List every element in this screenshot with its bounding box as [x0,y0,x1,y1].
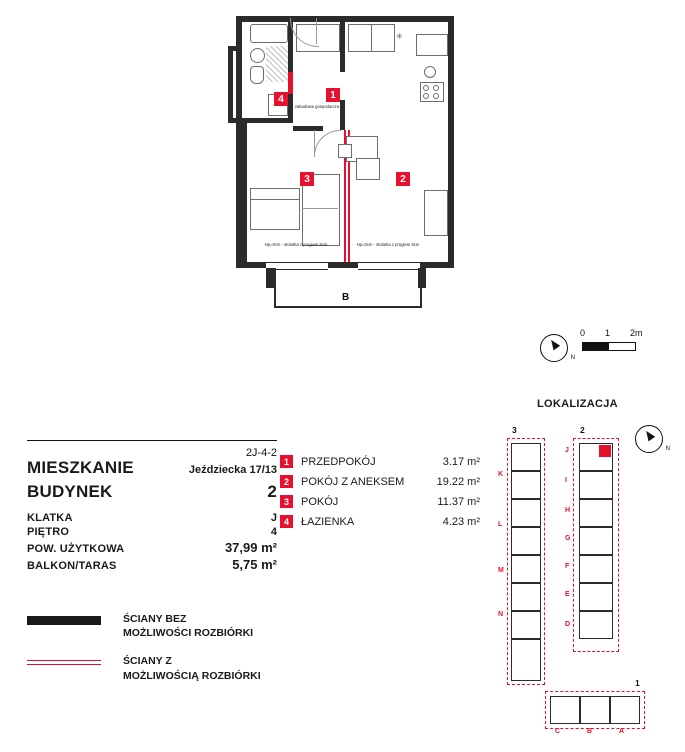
stair-label-m: M [498,567,504,574]
burner-4 [433,93,439,99]
unit-b [580,696,610,724]
info-row-label: KLATKA [27,512,73,524]
info-row-label: BALKON/TARAS [27,560,117,572]
unit-h [579,499,613,527]
stair-label-f: F [565,563,570,570]
scale-tick-1: 1 [605,328,611,338]
bath-door [288,72,293,94]
room-list-item [280,495,480,508]
apartment-street: Jeździecka 17/13 [188,464,277,476]
wall-hall-right [340,22,345,72]
stair-label-n: N [498,611,504,618]
room-list-area: 3.17 m² [442,455,480,468]
kitchen-cabinet-2 [371,24,395,52]
legend-line-1: ŚCIANY BEZ [123,613,187,625]
room-list-name: POKÓJ [301,495,339,508]
info-block [27,440,277,573]
room-list-area: 4.23 m² [442,515,480,528]
stair-label-c: C [555,728,561,735]
burner-1 [423,85,429,91]
wall-notch-left [228,46,233,122]
stair-label-i: I [565,477,567,484]
info-row [27,556,277,573]
info-row-value: 37,99 m² [224,540,277,555]
room-list-item [280,475,480,488]
legend-line-2: MOŻLIWOŚCIĄ ROZBIÓRKI [123,669,261,682]
room-list-number: 2 [280,475,293,488]
legend-text [123,654,261,682]
stair-label-g: G [565,535,571,542]
unit-i [579,471,613,499]
stair-label-d: D [565,621,571,628]
room-list [280,455,480,535]
room-list-name: POKÓJ Z ANEKSEM [301,475,405,488]
unit-k-b [511,471,541,499]
localization-title: LOKALIZACJA [537,398,618,410]
sink [250,48,265,63]
info-row [27,525,277,539]
room-list-name: ŁAZIENKA [301,515,355,528]
apartment-label: MIESZKANIE [27,458,134,477]
room-list-area: 11.37 m² [437,495,480,508]
scale-tick-2: 2m [630,328,643,338]
legend-line-1: ŚCIANY Z [123,655,172,668]
localization-map [495,425,675,745]
burner-2 [433,85,439,91]
highlighted-apartment [599,445,611,457]
info-row-value: 4 [270,526,277,538]
room-badge-4: 4 [274,92,288,106]
wall-hall-bottom [293,126,323,131]
info-row-label: POW. UŻYTKOWA [27,543,125,555]
stair-label-k: K [498,471,504,478]
dining-chair-2 [338,144,352,158]
room-list-number: 1 [280,455,293,468]
bath-hatch [266,46,288,82]
toilet [250,66,264,84]
room-list-name: PRZEDPOKÓJ [301,455,376,468]
stair-label-a: A [619,728,625,735]
wall-notch-bottom [228,118,242,123]
room-badge-3: 3 [300,172,314,186]
kitchen-star-icon: ✳ [396,32,403,41]
unit-m-b [511,583,541,611]
unit-e [579,583,613,611]
localization-compass-label: N [665,446,670,452]
segment-number-1: 1 [635,678,640,688]
wall-right [448,16,454,268]
segment-number-3: 3 [512,425,517,435]
balcony-label: B [342,292,350,303]
building-value: 2 [267,482,277,501]
unit-f [579,555,613,583]
stair-label-e: E [565,591,570,598]
wall-room3-left [242,123,247,262]
stair-label-h: H [565,507,571,514]
dining-chair [356,158,380,180]
legend [27,612,277,697]
scale-bar [540,330,660,360]
kitchen-storage [424,190,448,236]
compass-label: N [570,355,575,361]
bathtub [250,24,288,43]
info-row [27,511,277,525]
info-row [27,539,277,556]
info-row-value: J [270,512,277,524]
bed-headboard [250,188,300,200]
legend-item [27,612,277,640]
room-badge-2: 2 [396,172,410,186]
compass-icon [540,334,575,362]
unit-g [579,527,613,555]
stair-label-b: B [587,728,593,735]
floor-plan [228,8,478,328]
unit-m-a [511,555,541,583]
balcony-wall-left [266,268,274,288]
balcony-wall-right [418,268,426,288]
legend-item [27,654,277,682]
room-list-item [280,455,480,468]
unit-c [550,696,580,724]
fridge [416,34,448,56]
stair-label-j: J [565,447,569,454]
kitchen-cabinet-1 [348,24,372,52]
info-row-label: PIĘTRO [27,526,70,538]
room-list-area: 19.22 m² [436,475,480,488]
kitchen-sink [424,66,436,78]
unit-n-a [511,611,541,639]
building-label: BUDYNEK [27,482,113,501]
room-list-item [280,515,480,528]
plan-note-window-left: Hp=0cm - stolarka z progiem 5cm [264,242,328,247]
entry-door-swing [290,18,319,47]
room-list-number: 3 [280,495,293,508]
legend-swatch-double-red [27,654,101,667]
info-row-value: 5,75 m² [232,557,277,572]
room-badge-1: 1 [326,88,340,102]
unit-l-b [511,527,541,555]
unit-l-a [511,499,541,527]
unit-d [579,611,613,639]
legend-text [123,612,253,640]
scale-tick-0: 0 [580,328,586,338]
wall-top [236,16,454,22]
room-list-number: 4 [280,515,293,528]
unit-k-a [511,443,541,471]
room-door-swing [314,130,341,157]
segment-number-2: 2 [580,425,585,435]
apartment-code: 2J-4-2 [245,447,277,459]
legend-swatch-solid [27,612,101,625]
scale-seg-2 [608,342,636,351]
unit-a [610,696,640,724]
scale-seg-1 [582,342,610,351]
stair-label-l: L [498,521,503,528]
wall-bath-bottom [242,118,293,123]
legend-line-2: MOŻLIWOŚCI ROZBIÓRKI [123,627,254,640]
wardrobe-shelf [302,208,338,209]
localization-compass-icon [635,425,670,453]
plan-note-window-right: Hp=0cm - stolarka z progiem 5cm [356,242,420,247]
room-door-leaf [314,130,315,156]
burner-3 [423,93,429,99]
plan-note-storage: zabudowa gospodarcza [294,104,340,109]
unit-n-b [511,639,541,681]
